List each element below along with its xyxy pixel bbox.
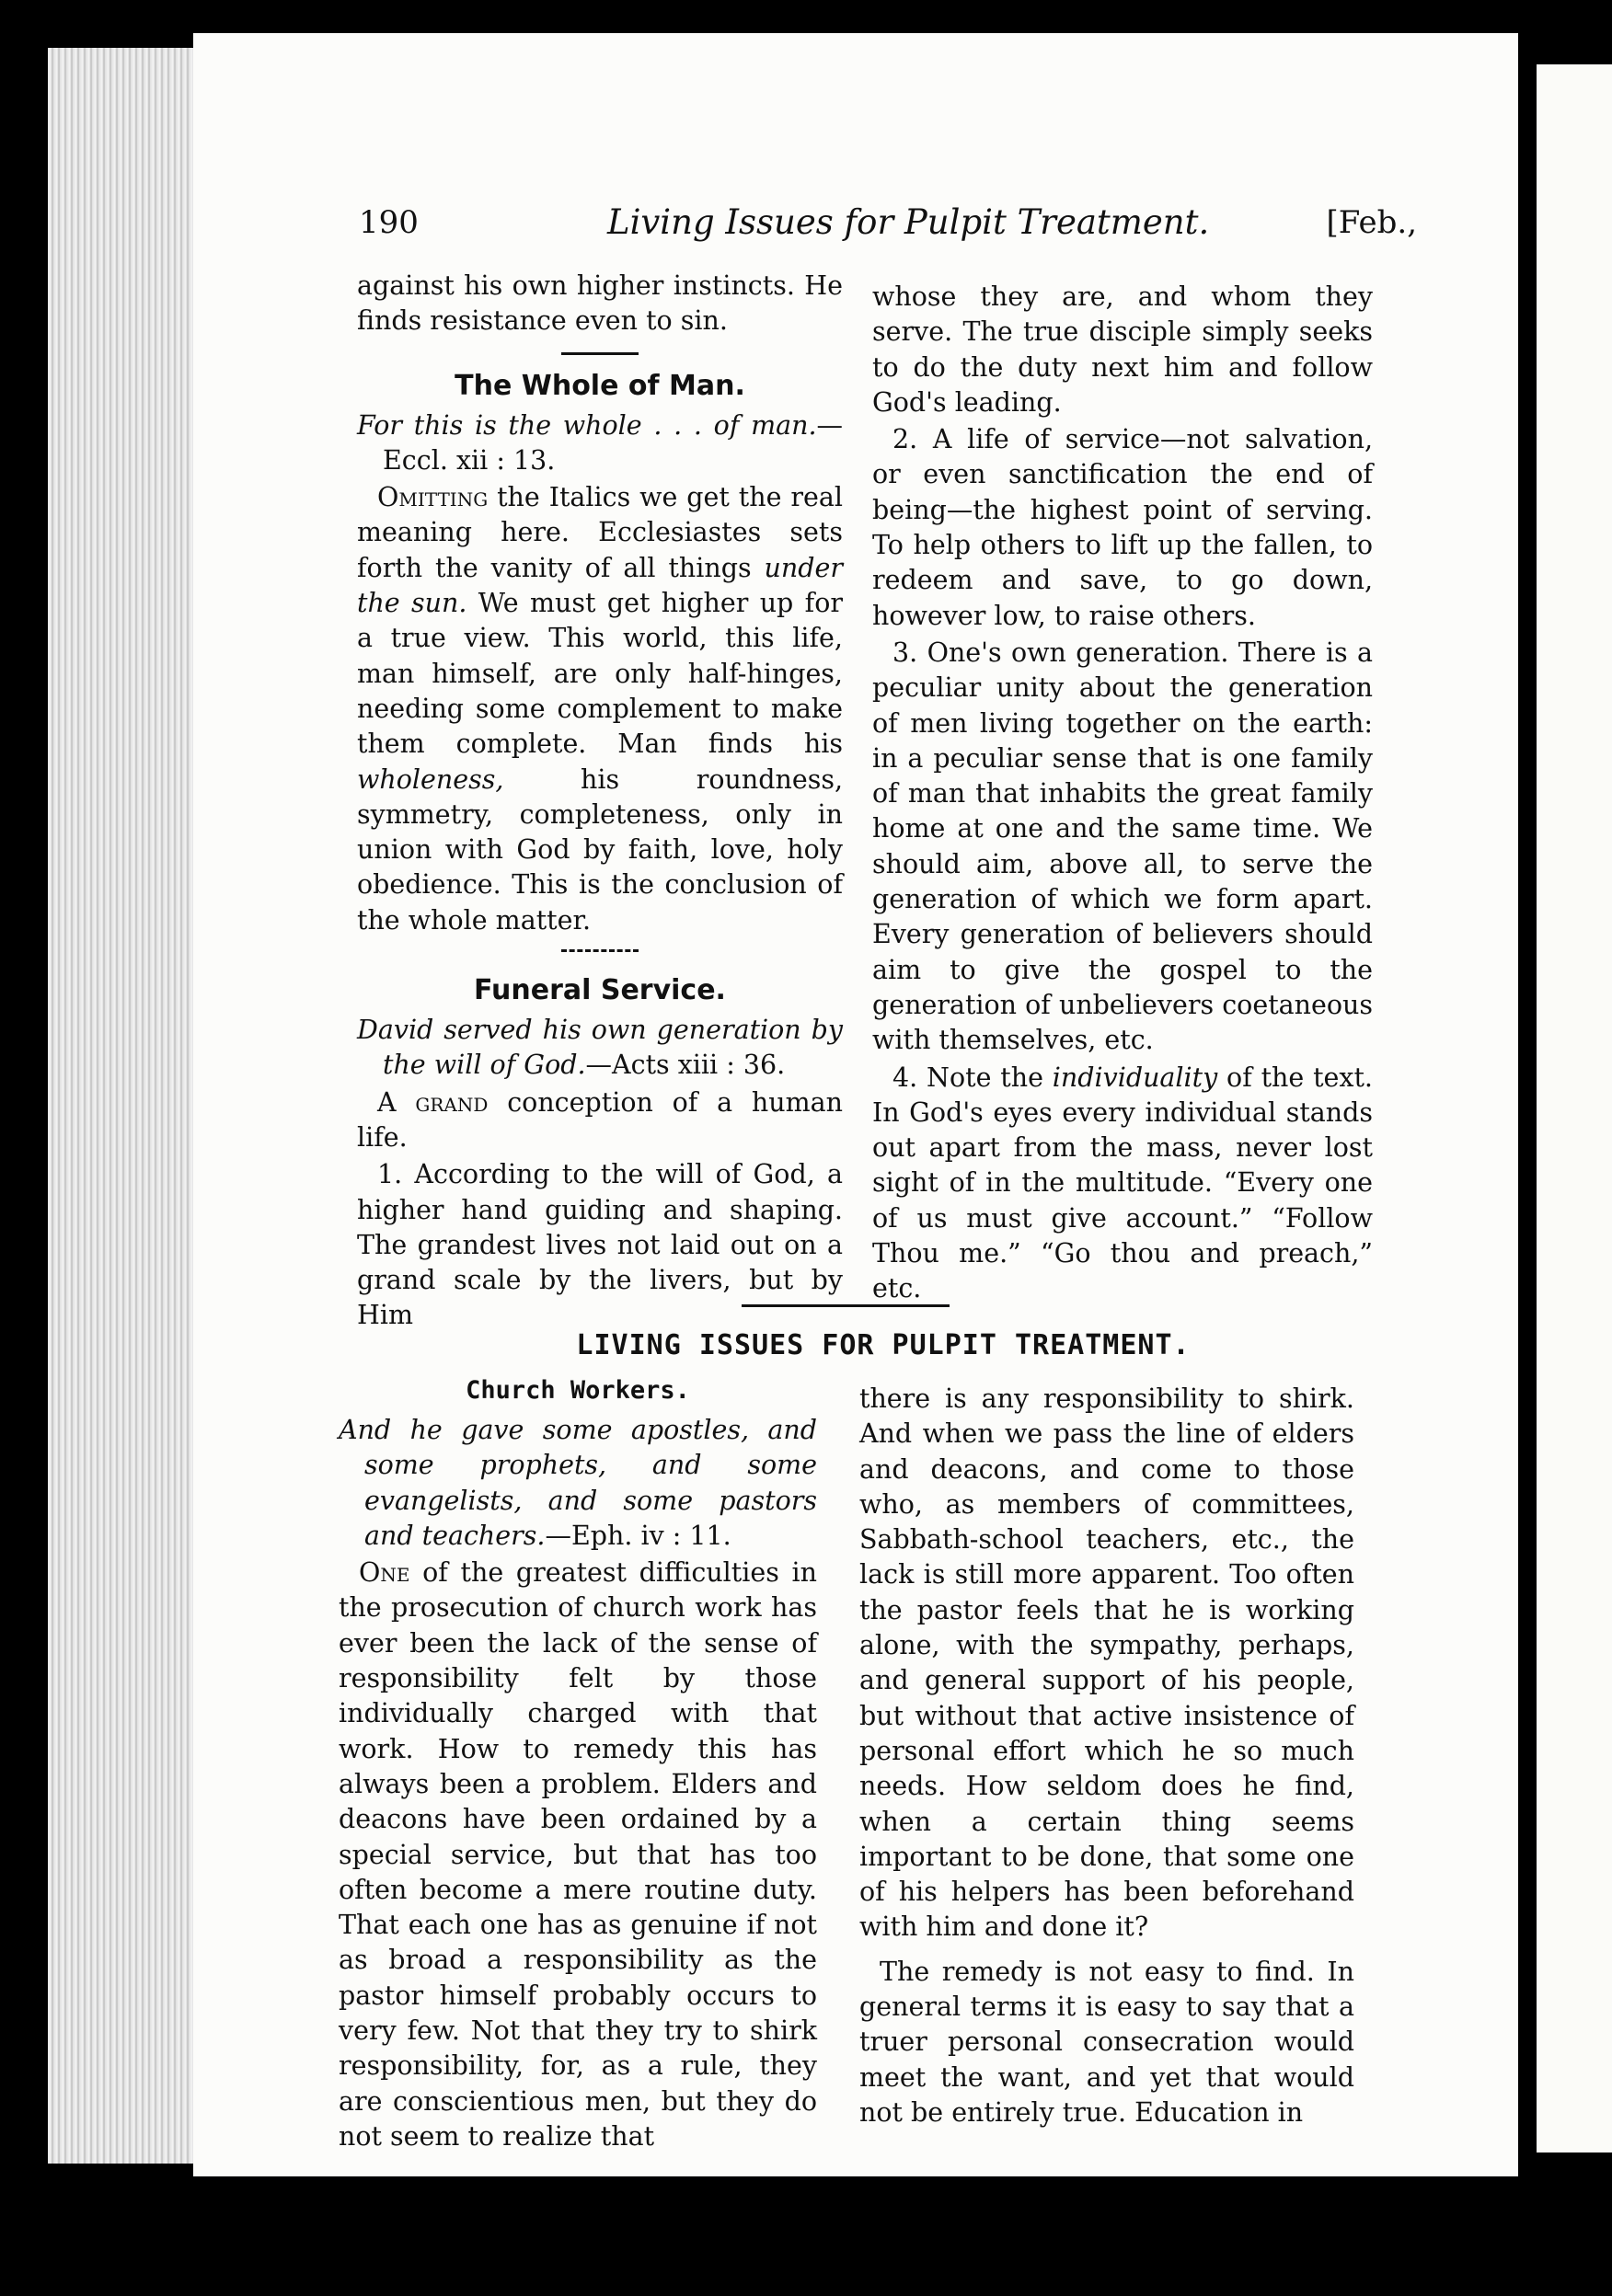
running-title: Living Issues for Pulpit Treatment. — [607, 202, 1210, 242]
page-number: 190 — [359, 204, 419, 241]
text-run-italic: individuality — [1052, 1062, 1218, 1093]
book-page-edges — [48, 48, 213, 2164]
scripture-reference: —Eph. iv : 11. — [545, 1520, 731, 1551]
section-heading-whole-of-man: The Whole of Man. — [455, 369, 745, 402]
subsection-heading: Church Workers. — [466, 1376, 690, 1405]
paragraph: there is any responsibility to shirk. And when we pass the line of elders and deacons, and come to those who, as members of committees, Sabbath-school teachers, etc., the lack is still more apparent. Too often the pastor feels that he is working alone, with the sympathy, perhaps, and general support of his people, but without that active insistence of personal effort which he so much needs. How seldom does he find, when a certain thing seems important to be done, that some one of his helpers has been beforehand with him and done it? — [859, 1383, 1354, 1943]
column-upper-left — [357, 269, 843, 1334]
scripture-quote — [357, 408, 843, 479]
running-head — [359, 195, 1417, 250]
text-run: conception of a human life. — [357, 1086, 844, 1153]
scripture-reference: —Eccl. xii : 13. — [383, 409, 843, 476]
paragraph: against his own higher instincts. He finds resistance even to sin. — [357, 270, 843, 337]
section-title: LIVING ISSUES FOR PULPIT TREATMENT. — [576, 1329, 1191, 1361]
paragraph — [872, 1061, 1373, 1307]
scripture-text: For this is the whole . . . of man. — [357, 409, 817, 441]
text-run: of the text. In God's eyes every individual stands out apart from the mass, never lost sight of in the multitude. “Every one of us must give account.” “Follow Thou me.” “Go thou and preach,” etc. — [872, 1062, 1373, 1304]
scripture-reference: —Acts xiii : 36. — [585, 1050, 786, 1081]
text-run-italic: under the sun. — [357, 552, 843, 619]
column-lower-left — [339, 1371, 817, 2154]
paragraph: 3. One's own generation. There is a peculiar unity about the generation of men living together on the earth: in a peculiar sense that is one family of man that inhabits the great family home at one and the same time. We should aim, above all, to serve the generation of which we form apart. Every generation of believers should aim to give the gospel to the generation of unbelievers coetaneous with themselves, etc. — [872, 637, 1373, 1056]
running-month: [Feb., — [1326, 204, 1417, 241]
column-lower-right — [859, 1382, 1354, 2130]
lead-word: Omitting — [377, 482, 489, 513]
section-rule — [561, 352, 639, 355]
scripture-quote — [357, 1013, 843, 1084]
paragraph — [339, 1556, 817, 2154]
lead-word: One — [359, 1557, 410, 1589]
paragraph: whose they are, and whom they serve. The true disciple simply seeks to do the duty next him and follow God's leading. — [872, 281, 1373, 418]
text-run: 4. Note the — [892, 1062, 1053, 1093]
paragraph: 2. A life of service—not salvation, or even sanctification the end of being—the highest point of serving. To help others to lift up the fallen, to redeem and save, to go down, however low, to raise others. — [872, 424, 1373, 631]
text-run: the Italics we get the real meaning here. Ecclesiastes sets forth the vanity of all things — [357, 482, 843, 583]
paragraph — [357, 480, 843, 938]
text-run-italic: wholeness, — [357, 763, 504, 795]
section-rule-dashed — [561, 949, 639, 952]
scripture-text: And he gave some apostles, and some prophets, and some evangelists, and some pastors and teachers. — [339, 1415, 817, 1551]
paragraph — [357, 1085, 843, 1156]
lead-word: A grand — [377, 1086, 489, 1118]
column-upper-right — [872, 280, 1373, 1307]
paragraph: 1. According to the will of God, a higher hand guiding and shaping. The grandest lives not laid out on a grand scale by the livers, but by Him — [357, 1159, 843, 1331]
scripture-quote — [339, 1413, 817, 1554]
section-divider — [742, 1304, 950, 1307]
scripture-text: David served his own generation by the will of God. — [357, 1015, 843, 1081]
text-run: of the greatest difficulties in the prosecution of church work has ever been the lack of the sense of responsibility felt by those individually charged with that work. How to remedy this has always been a problem. Elders and deacons have been ordained by a special service, but that has too often become a mere routine duty. That each one has as genuine if not as broad a responsibility as the pastor himself probably occurs to very few. Not that they try to shirk responsibility, for, as a rule, they are conscientious men, but they do not seem to realize that — [339, 1557, 817, 2152]
paragraph: The remedy is not easy to find. In general terms it is easy to say that a truer personal consecration would meet the want, and yet that would not be entirely true. Education in — [859, 1956, 1354, 2128]
section-heading-funeral-service: Funeral Service. — [474, 974, 726, 1007]
text-run: We must get higher up for a true view. This world, this life, man himself, are only half-hinges, needing some complement to make them complete. Man finds his — [357, 588, 843, 760]
text-run: his roundness, symmetry, completeness, only in union with God by faith, love, holy obedience. This is the conclusion of the whole matter. — [357, 763, 843, 936]
facing-page-edge — [1537, 64, 1612, 2152]
